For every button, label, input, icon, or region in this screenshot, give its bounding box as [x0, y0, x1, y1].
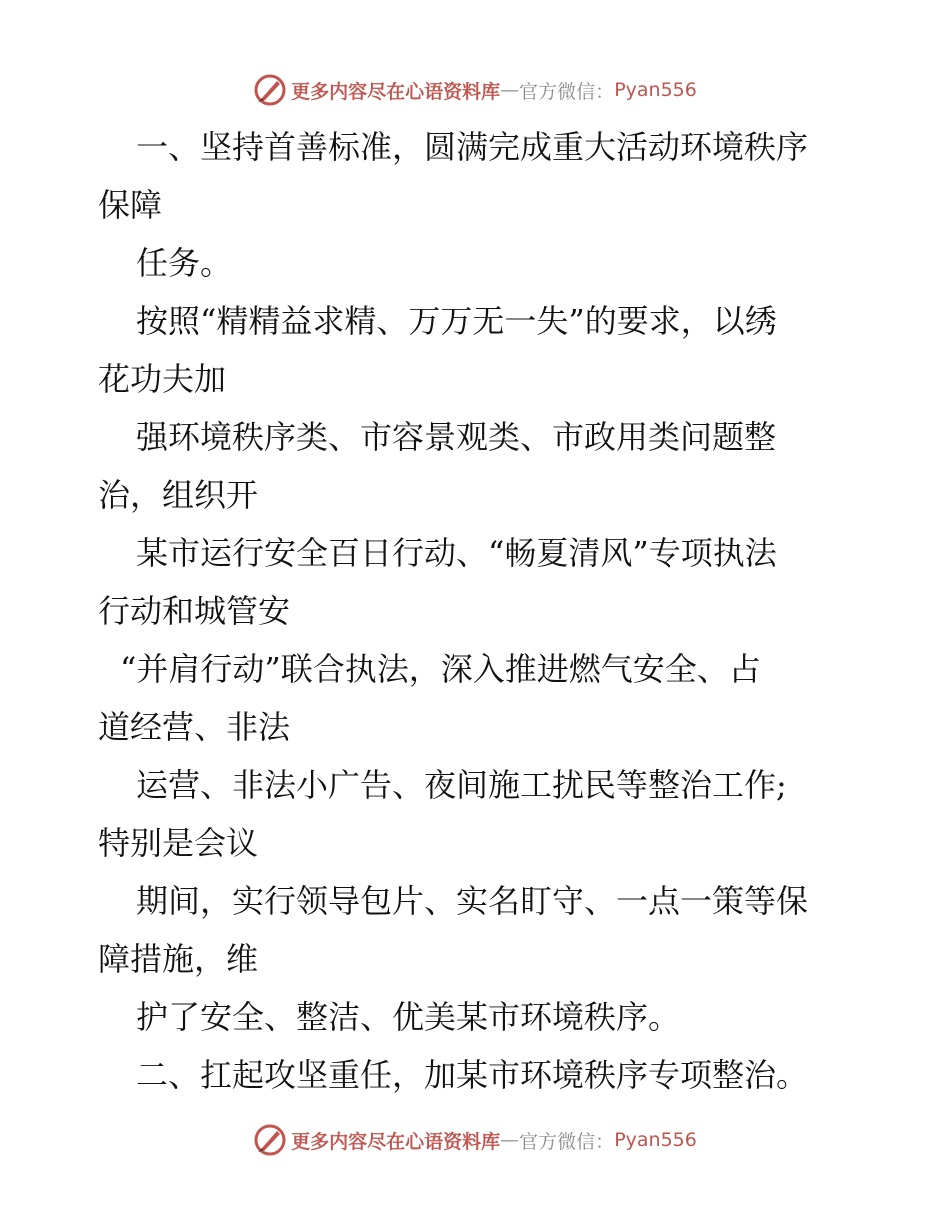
text-line: 一、坚持首善标准，圆满完成重大活动环境秩序: [136, 128, 809, 166]
text-line: 治，组织开: [98, 476, 259, 514]
watermark-main-text: 更多内容尽在心语资料库: [291, 1130, 501, 1153]
text-line: 护了安全、整洁、优美某市环境秩序。: [136, 998, 681, 1036]
watermark-wechat-id: Pyan556: [614, 79, 697, 101]
text-line: 障措施，维: [98, 940, 259, 978]
text-line: 按照“精精益求精、万万无一失”的要求，以绣: [136, 302, 777, 340]
watermark-header: [0, 70, 950, 110]
text-line: 期间，实行领导包片、实名盯守、一点一策等保: [136, 882, 809, 920]
text-line: 二、扛起攻坚重任，加某市环境秩序专项整治。: [136, 1056, 809, 1094]
watermark-main-text: 更多内容尽在心语资料库: [291, 80, 501, 103]
quill-logo-icon: [253, 73, 287, 107]
watermark-wechat-label: 官方微信：: [519, 1130, 615, 1153]
text-line: 道经营、非法: [98, 708, 291, 746]
text-line: 行动和城管安: [98, 592, 291, 630]
text-line: 保障: [98, 186, 163, 224]
watermark-separator: —: [500, 79, 520, 101]
text-line: 运营、非法小广告、夜间施工扰民等整治工作;: [136, 766, 787, 804]
text-line: “并肩行动”联合执法，深入推进燃气安全、占: [120, 650, 761, 688]
watermark-wechat-label: 官方微信：: [519, 80, 615, 103]
watermark-footer: [0, 1120, 950, 1160]
watermark-wechat-id: Pyan556: [614, 1129, 697, 1151]
document-body: [98, 118, 858, 1104]
quill-logo-icon: [253, 1123, 287, 1157]
text-line: 花功夫加: [98, 360, 227, 398]
text-line: 任务。: [136, 244, 233, 282]
text-line: 强环境秩序类、市容景观类、市政用类问题整: [136, 418, 777, 456]
text-line: 特别是会议: [98, 824, 259, 862]
watermark-separator: —: [500, 1129, 520, 1151]
text-line: 某市运行安全百日行动、“畅夏清风”专项执法: [136, 534, 777, 572]
